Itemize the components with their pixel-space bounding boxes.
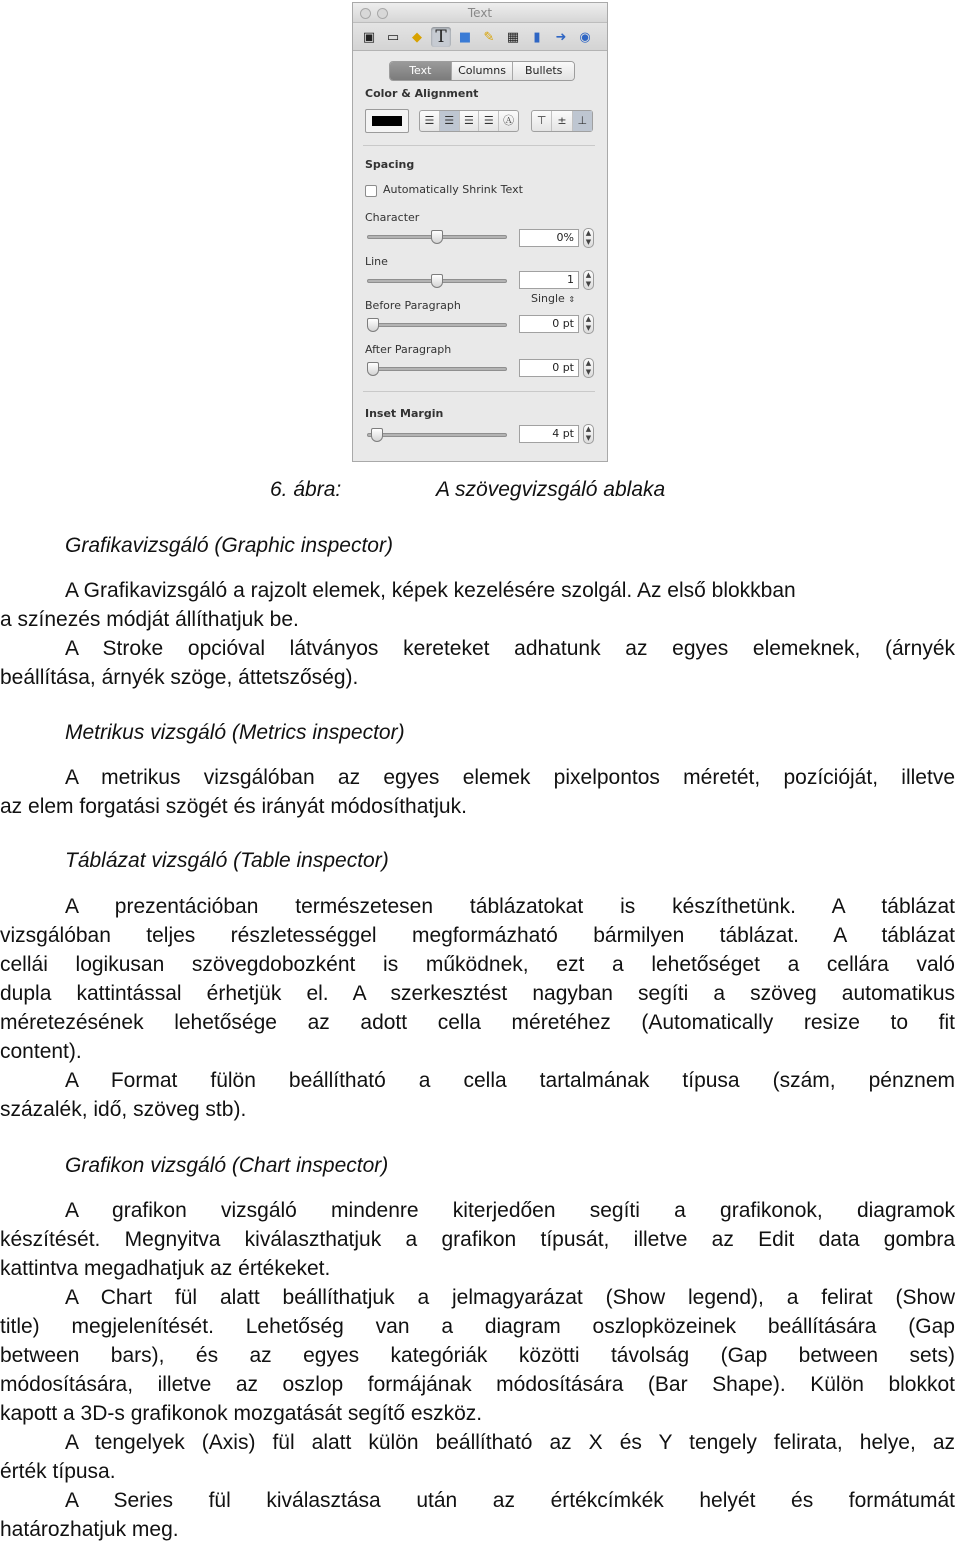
line-field[interactable]: 1	[519, 271, 579, 289]
before-paragraph-slider[interactable]	[367, 323, 507, 327]
auto-shrink-label: Automatically Shrink Text	[383, 183, 523, 196]
spacing-title: Spacing	[365, 158, 415, 171]
build-icon[interactable]: ◆	[412, 29, 422, 45]
align-left-icon[interactable]: ☰	[424, 114, 435, 127]
table-icon[interactable]: ▦	[506, 29, 520, 45]
paragraph-line: between bars), és az egyes kategóriák közötti távolság (Gap between sets)	[0, 1344, 955, 1367]
align-natural-icon[interactable]: Ⓐ	[498, 111, 518, 131]
inset-margin-title: Inset Margin	[365, 407, 444, 420]
color-alignment-title: Color & Alignment	[365, 87, 479, 100]
chart-inspector-heading: Grafikon vizsgáló (Chart inspector)	[65, 1154, 389, 1177]
paragraph-line: módosítására, illetve az oszlop formájának módosítására (Bar Shape). Külön blokkot	[0, 1373, 955, 1396]
paragraph-line: cellái logikusan szövegdobozként is működnek, ezt a lehetőséget a cellára való	[0, 953, 955, 976]
paragraph-line: A Stroke opcióval látványos kereteket adhatunk az egyes elemeknek, (árnyék	[65, 637, 955, 660]
paragraph-line: érték típusa.	[0, 1460, 116, 1483]
paragraph-line: content).	[0, 1040, 82, 1063]
align-bottom-icon[interactable]: ⊥	[572, 111, 592, 131]
after-paragraph-stepper[interactable]: ▲ ▼	[583, 358, 594, 378]
figure-caption: A szövegvizsgáló ablaka	[436, 478, 666, 501]
after-paragraph-slider[interactable]	[367, 367, 507, 371]
paragraph-line: határozhatjuk meg.	[0, 1518, 179, 1541]
paragraph-line: A Series fül kiválasztása után az értékcímkék helyét és formátumát	[65, 1489, 955, 1512]
vertical-alignment-group	[531, 110, 593, 132]
align-justify-icon[interactable]: ☰	[478, 111, 498, 131]
section-divider	[363, 391, 595, 392]
inset-margin-slider-knob[interactable]	[371, 428, 383, 442]
popup-arrows-icon: ⇕	[568, 295, 576, 304]
hyperlink-icon[interactable]: ➜	[555, 29, 567, 45]
section-divider	[363, 145, 595, 146]
line-mode-popup[interactable]	[531, 292, 575, 305]
tab-columns[interactable]: Columns	[451, 62, 513, 80]
figure-number: 6. ábra:	[270, 478, 342, 501]
horizontal-alignment-group	[419, 110, 519, 132]
align-center-icon[interactable]: ☰	[439, 111, 459, 131]
paragraph-line: A prezentációban természetesen táblázatokat is készíthetünk. A táblázat	[65, 895, 955, 918]
text-icon[interactable]: T	[431, 27, 451, 47]
metrics-icon[interactable]: ✎	[483, 29, 495, 45]
before-paragraph-stepper[interactable]: ▲ ▼	[583, 314, 594, 334]
character-label: Character	[365, 211, 420, 224]
paragraph-line: a színezés módját állíthatjuk be.	[0, 608, 299, 631]
align-right-icon[interactable]: ☰	[459, 111, 479, 131]
character-stepper[interactable]: ▲ ▼	[583, 228, 594, 248]
line-slider-knob[interactable]	[431, 274, 443, 288]
paragraph-line: kattintva megadhatjuk az értékeket.	[0, 1257, 331, 1280]
after-paragraph-label: After Paragraph	[365, 343, 452, 356]
text-color-well[interactable]	[365, 109, 409, 133]
tab-text[interactable]: Text	[390, 62, 451, 80]
chart-inspector-paragraph	[0, 1196, 955, 1544]
inset-margin-field[interactable]: 4 pt	[519, 425, 579, 443]
paragraph-line: beállítása, árnyék szöge, áttetszőség).	[0, 666, 359, 689]
auto-shrink-checkbox[interactable]	[365, 185, 377, 197]
paragraph-line: A Chart fül alatt beállíthatjuk a jelmagyarázat (Show legend), a felirat (Show	[65, 1286, 955, 1309]
paragraph-line: dupla kattintással érhetjük el. A szerkesztést nagyban segíti a szöveg automatikus	[0, 982, 955, 1005]
text-inspector-tabs	[389, 61, 575, 81]
paragraph-line: A Grafikavizsgáló a rajzolt elemek, képek kezelésére szolgál. Az első blokkban	[65, 579, 796, 602]
after-paragraph-slider-knob[interactable]	[367, 362, 379, 376]
document-icon[interactable]: ▣	[362, 29, 376, 45]
line-stepper[interactable]: ▲ ▼	[583, 270, 594, 290]
graphic-icon[interactable]: ■	[458, 29, 472, 45]
metrics-inspector-paragraph	[0, 763, 955, 821]
line-label: Line	[365, 255, 388, 268]
chart-icon[interactable]: ▮	[533, 29, 541, 45]
paragraph-line: százalék, idő, szöveg stb).	[0, 1098, 247, 1121]
paragraph-line: title) megjelenítését. Lehetőség van a diagram oszlopközeinek beállítására (Gap	[0, 1315, 955, 1338]
tab-bullets[interactable]: Bullets	[512, 62, 574, 80]
character-slider-knob[interactable]	[431, 230, 443, 244]
paragraph-line: vizsgálóban teljes részletességgel megformázható bármilyen táblázat. A táblázat	[0, 924, 955, 947]
before-paragraph-label: Before Paragraph	[365, 299, 461, 312]
align-middle-icon[interactable]: ±	[551, 111, 571, 131]
graphic-inspector-heading: Grafikavizsgáló (Graphic inspector)	[65, 534, 393, 557]
align-top-icon[interactable]: ⊤	[536, 114, 547, 127]
text-inspector-window	[352, 2, 608, 462]
metrics-inspector-heading: Metrikus vizsgáló (Metrics inspector)	[65, 721, 405, 744]
graphic-inspector-paragraph	[0, 576, 955, 692]
inset-margin-stepper[interactable]: ▲ ▼	[583, 424, 594, 444]
paragraph-line: A grafikon vizsgáló mindenre kiterjedően segíti a grafikonok, diagramok	[65, 1199, 955, 1222]
inset-margin-slider[interactable]	[367, 433, 507, 437]
paragraph-line: A metrikus vizsgálóban az egyes elemek pixelpontos méretét, pozícióját, illetve	[65, 766, 955, 789]
line-mode-value: Single	[531, 292, 565, 305]
paragraph-line: készítését. Megnyitva kiválaszthatjuk a grafikon típusát, illetve az Edit data gombra	[0, 1228, 955, 1251]
paragraph-line: az elem forgatási szögét és irányát módosíthatjuk.	[0, 795, 467, 818]
before-paragraph-slider-knob[interactable]	[367, 318, 379, 332]
slide-icon[interactable]: ▭	[386, 29, 400, 45]
table-inspector-paragraph	[0, 892, 955, 1124]
paragraph-line: méretezésének lehetősége az adott cella méretéhez (Automatically resize to fit	[0, 1011, 955, 1034]
paragraph-line: A tengelyek (Axis) fül alatt külön beállítható az X és Y tengely felirata, helye, az	[65, 1431, 955, 1454]
before-paragraph-field[interactable]: 0 pt	[519, 315, 579, 333]
after-paragraph-field[interactable]: 0 pt	[519, 359, 579, 377]
text-color-swatch	[372, 116, 402, 126]
window-title: Text	[467, 6, 493, 20]
window-titlebar	[353, 3, 607, 23]
text-inspector-panel	[363, 61, 595, 442]
quicktime-icon[interactable]: ◉	[579, 29, 591, 45]
character-field[interactable]: 0%	[519, 229, 579, 247]
table-inspector-heading: Táblázat vizsgáló (Table inspector)	[65, 849, 389, 872]
inspector-toolbar	[353, 23, 607, 51]
paragraph-line: A Format fülön beállítható a cella tartalmának típusa (szám, pénznem	[65, 1069, 955, 1092]
paragraph-line: kapott a 3D-s grafikonok mozgatását segítő eszköz.	[0, 1402, 483, 1425]
